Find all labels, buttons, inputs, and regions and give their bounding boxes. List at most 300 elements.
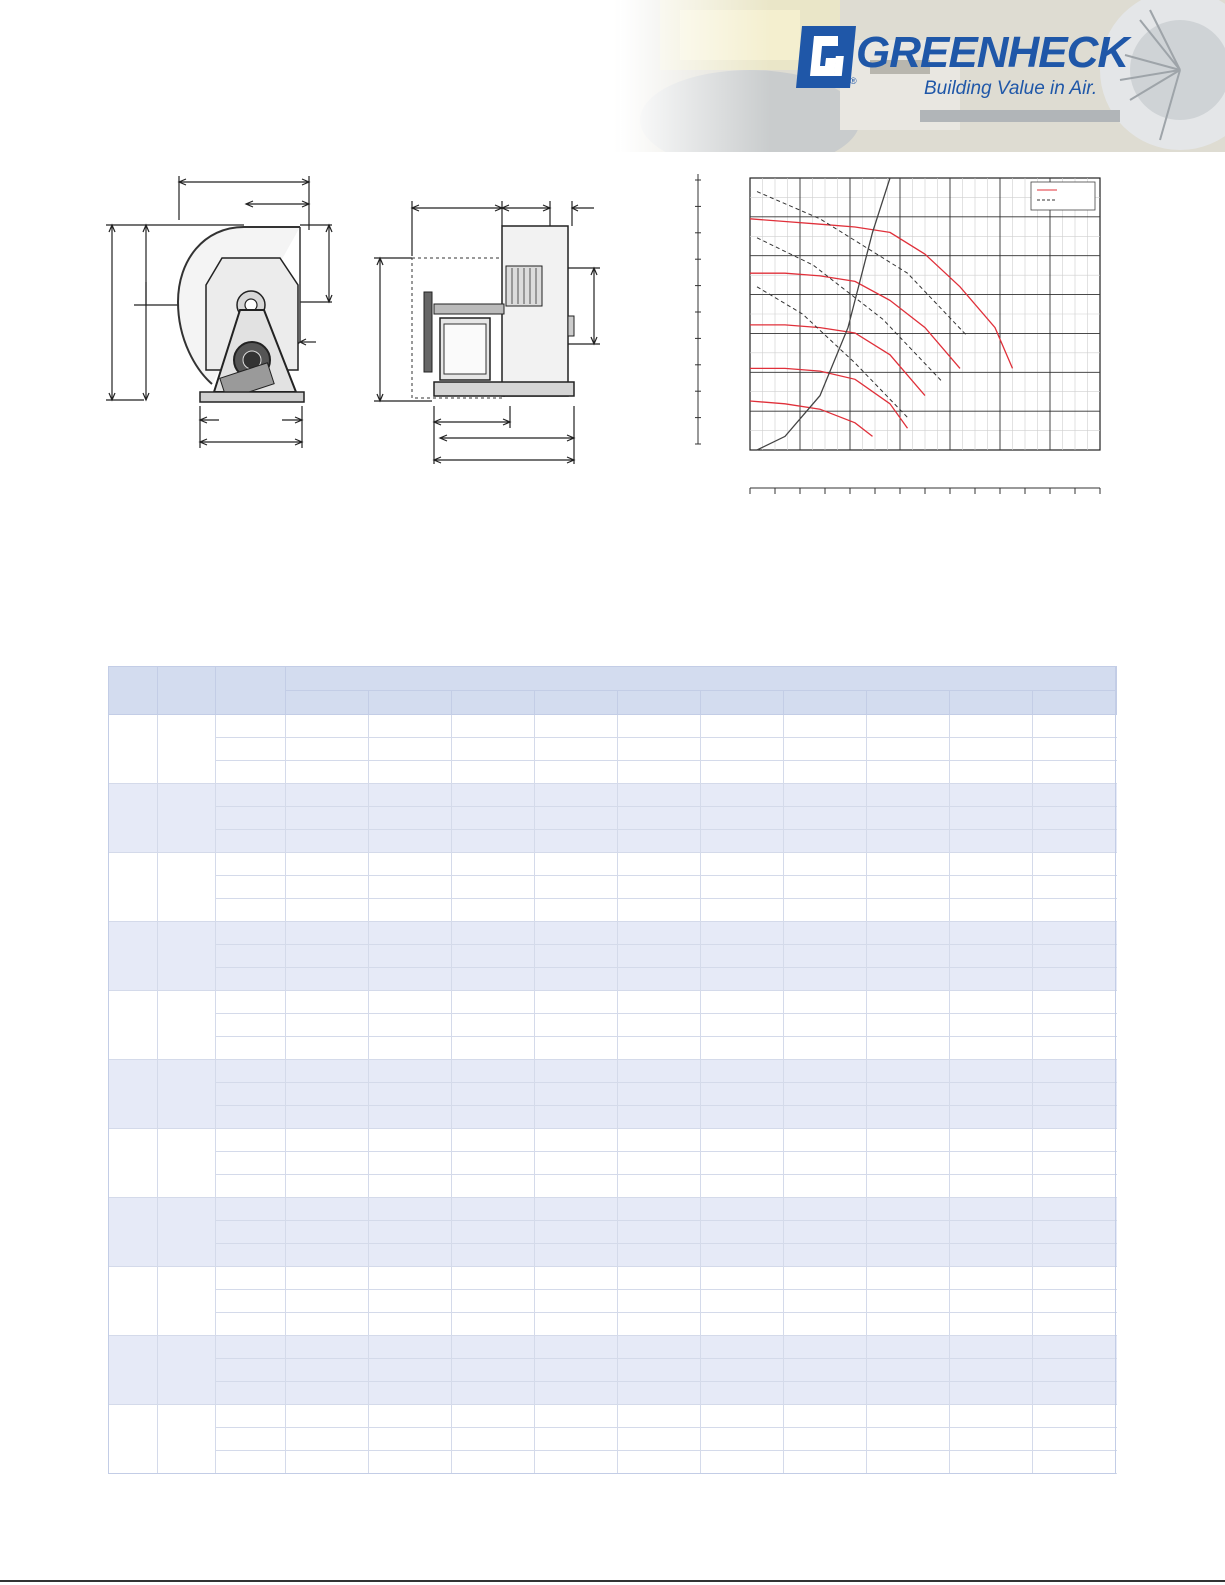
table-cell [784, 1106, 867, 1129]
table-row [109, 1198, 1117, 1221]
table-cell [216, 1083, 286, 1106]
table-cell [286, 1198, 369, 1221]
table-cell [216, 1014, 286, 1037]
table-cell [286, 922, 369, 945]
table-cell [784, 1267, 867, 1290]
table-cell [950, 1175, 1033, 1198]
table-cell [867, 830, 950, 853]
table-cell [784, 1221, 867, 1244]
table-cell [369, 1451, 452, 1474]
table-cell [867, 807, 950, 830]
table-cell [618, 922, 701, 945]
table-cell [535, 738, 618, 761]
table-cell [452, 1083, 535, 1106]
table-cell [1033, 1428, 1117, 1451]
group-cell [158, 1336, 216, 1405]
table-cell [1033, 1221, 1117, 1244]
brand-tagline: Building Value in Air. [924, 78, 1098, 99]
table-cell [286, 830, 369, 853]
table-cell [867, 1428, 950, 1451]
group-cell [158, 1405, 216, 1474]
table-cell [286, 807, 369, 830]
table-cell [1033, 1244, 1117, 1267]
table-cell [701, 1060, 784, 1083]
table-cell [369, 1382, 452, 1405]
table-cell [618, 876, 701, 899]
table-cell [216, 830, 286, 853]
table-cell [784, 1428, 867, 1451]
table-row [109, 922, 1117, 945]
table-cell [369, 1221, 452, 1244]
table-cell [1033, 1198, 1117, 1221]
table-row [109, 1313, 1117, 1336]
table-cell [1033, 1405, 1117, 1428]
table-cell [784, 715, 867, 738]
table-cell [216, 1267, 286, 1290]
table-body [109, 715, 1117, 1474]
table-cell [286, 784, 369, 807]
table-cell [369, 1198, 452, 1221]
table-cell [369, 1405, 452, 1428]
table-row [109, 899, 1117, 922]
table-cell [867, 876, 950, 899]
table-cell [369, 1267, 452, 1290]
table-cell [216, 1106, 286, 1129]
table-cell [452, 761, 535, 784]
table-cell [618, 1313, 701, 1336]
table-cell [701, 715, 784, 738]
table-cell [286, 1451, 369, 1474]
table-cell [369, 1037, 452, 1060]
footer-rule [0, 1580, 1225, 1582]
table-cell [950, 1359, 1033, 1382]
table-cell [452, 1267, 535, 1290]
table-cell [701, 945, 784, 968]
table-cell [452, 784, 535, 807]
brand-name: GREENHECK [856, 28, 1129, 77]
column-header [784, 691, 867, 715]
table-row [109, 876, 1117, 899]
table-cell [1033, 784, 1117, 807]
table-cell [618, 1451, 701, 1474]
table-cell [784, 738, 867, 761]
group-cell [109, 784, 158, 853]
table-row [109, 1382, 1117, 1405]
table-cell [950, 1106, 1033, 1129]
table-row [109, 1290, 1117, 1313]
table-cell [369, 853, 452, 876]
group-cell [109, 1198, 158, 1267]
table-cell [784, 1060, 867, 1083]
table-cell [1033, 1359, 1117, 1382]
table-cell [784, 1152, 867, 1175]
table-cell [618, 1060, 701, 1083]
group-cell [109, 715, 158, 784]
table-row [109, 1221, 1117, 1244]
table-cell [369, 1083, 452, 1106]
table-cell [784, 1313, 867, 1336]
table-cell [216, 876, 286, 899]
table-cell [950, 1152, 1033, 1175]
table-cell [1033, 761, 1117, 784]
table-cell [867, 1290, 950, 1313]
table-cell [950, 876, 1033, 899]
table-cell [867, 945, 950, 968]
table-cell [784, 1175, 867, 1198]
table-cell [784, 1382, 867, 1405]
table-cell [950, 1244, 1033, 1267]
table-cell [701, 1037, 784, 1060]
table-row [109, 1083, 1117, 1106]
table-cell [286, 1267, 369, 1290]
table-cell [784, 1405, 867, 1428]
table-cell [216, 1313, 286, 1336]
table-cell [369, 876, 452, 899]
table-cell [1033, 830, 1117, 853]
table-cell [535, 853, 618, 876]
table-cell [784, 1290, 867, 1313]
group-cell [158, 922, 216, 991]
table-cell [618, 991, 701, 1014]
table-cell [452, 1221, 535, 1244]
table-cell [701, 1175, 784, 1198]
table-cell [950, 1313, 1033, 1336]
table-cell [867, 1336, 950, 1359]
table-cell [618, 807, 701, 830]
table-cell [618, 1290, 701, 1313]
table-cell [867, 991, 950, 1014]
group-cell [109, 1267, 158, 1336]
table-cell [286, 945, 369, 968]
table-cell [535, 807, 618, 830]
table-cell [1033, 807, 1117, 830]
table-cell [535, 761, 618, 784]
table-cell [701, 1014, 784, 1037]
table-cell [286, 853, 369, 876]
table-cell [784, 876, 867, 899]
table-cell [701, 1244, 784, 1267]
table-cell [701, 1336, 784, 1359]
table-cell [950, 784, 1033, 807]
table-cell [216, 853, 286, 876]
table-cell [784, 922, 867, 945]
group-cell [158, 784, 216, 853]
table-row [109, 784, 1117, 807]
front-view-drawing [104, 170, 334, 455]
table-cell [452, 853, 535, 876]
table-cell [701, 1198, 784, 1221]
table-cell [535, 830, 618, 853]
table-row [109, 968, 1117, 991]
table-cell [369, 1106, 452, 1129]
table-cell [452, 1244, 535, 1267]
table-row [109, 807, 1117, 830]
table-cell [216, 715, 286, 738]
table-cell [369, 830, 452, 853]
group-cell [158, 1198, 216, 1267]
table-cell [701, 1129, 784, 1152]
table-cell [784, 853, 867, 876]
table-cell [867, 1198, 950, 1221]
table-row [109, 1014, 1117, 1037]
table-cell [1033, 991, 1117, 1014]
table-row [109, 715, 1117, 738]
table-cell [950, 853, 1033, 876]
table-cell [452, 1175, 535, 1198]
table-cell [784, 1083, 867, 1106]
table-cell [216, 1428, 286, 1451]
table-cell [535, 1451, 618, 1474]
table-cell [950, 807, 1033, 830]
table-cell [618, 1244, 701, 1267]
table-cell [618, 968, 701, 991]
table-cell [535, 1083, 618, 1106]
table-cell [452, 738, 535, 761]
table-cell [452, 807, 535, 830]
table-cell [701, 1106, 784, 1129]
table-cell [369, 1313, 452, 1336]
table-cell [1033, 1175, 1117, 1198]
table-cell [535, 1336, 618, 1359]
table-cell [701, 899, 784, 922]
table-cell [452, 830, 535, 853]
table-cell [452, 1106, 535, 1129]
table-cell [950, 1083, 1033, 1106]
table-cell [286, 1175, 369, 1198]
table-cell [535, 968, 618, 991]
table-cell [286, 1405, 369, 1428]
table-row [109, 991, 1117, 1014]
table-cell [216, 738, 286, 761]
table-cell [618, 1083, 701, 1106]
table-cell [452, 968, 535, 991]
table-cell [535, 1014, 618, 1037]
table-cell [535, 1175, 618, 1198]
table-cell [1033, 1129, 1117, 1152]
table-cell [452, 945, 535, 968]
table-row [109, 1451, 1117, 1474]
table-cell [701, 1267, 784, 1290]
table-cell [701, 922, 784, 945]
table-cell [286, 1244, 369, 1267]
table-cell [535, 1313, 618, 1336]
table-cell [867, 1382, 950, 1405]
table-cell [701, 807, 784, 830]
column-header [618, 691, 701, 715]
table-cell [452, 899, 535, 922]
table-cell [535, 991, 618, 1014]
table-cell [535, 922, 618, 945]
table-cell [286, 1152, 369, 1175]
table-cell [950, 761, 1033, 784]
table-cell [535, 945, 618, 968]
table-row [109, 1060, 1117, 1083]
table-cell [369, 1336, 452, 1359]
table-cell [950, 1428, 1033, 1451]
table-cell [950, 1198, 1033, 1221]
table-cell [618, 1267, 701, 1290]
table-cell [950, 1129, 1033, 1152]
group-cell [158, 1267, 216, 1336]
table-cell [1033, 1106, 1117, 1129]
table-cell [618, 1175, 701, 1198]
table-cell [369, 945, 452, 968]
table-cell [216, 1290, 286, 1313]
table-cell [867, 1014, 950, 1037]
group-cell [109, 1060, 158, 1129]
table-cell [369, 784, 452, 807]
table-cell [950, 1014, 1033, 1037]
group-cell [158, 1060, 216, 1129]
table-cell [535, 1244, 618, 1267]
table-cell [701, 830, 784, 853]
table-cell [618, 1359, 701, 1382]
table-cell [535, 784, 618, 807]
table-cell [784, 1129, 867, 1152]
table-cell [452, 991, 535, 1014]
table-cell [867, 899, 950, 922]
table-cell [701, 991, 784, 1014]
table-cell [452, 1198, 535, 1221]
chart-svg [695, 172, 1115, 502]
table-cell [701, 1083, 784, 1106]
header-cell [216, 667, 286, 715]
table-cell [216, 784, 286, 807]
table-cell [618, 1129, 701, 1152]
table-cell [867, 1129, 950, 1152]
group-cell [158, 853, 216, 922]
table-cell [950, 922, 1033, 945]
table-cell [867, 1037, 950, 1060]
table-cell [701, 1221, 784, 1244]
table-cell [618, 1405, 701, 1428]
table-cell [867, 715, 950, 738]
table-cell [216, 1244, 286, 1267]
table-cell [867, 1221, 950, 1244]
table-cell [1033, 922, 1117, 945]
table-row [109, 853, 1117, 876]
column-header [369, 691, 452, 715]
table-cell [286, 876, 369, 899]
table-cell [867, 1313, 950, 1336]
table-cell [369, 899, 452, 922]
table-cell [784, 1451, 867, 1474]
table-cell [950, 968, 1033, 991]
table-cell [452, 1060, 535, 1083]
legend-box [1031, 182, 1095, 210]
table-cell [216, 1221, 286, 1244]
table-cell [618, 1014, 701, 1037]
group-cell [109, 922, 158, 991]
greenheck-mark-icon [796, 26, 856, 88]
group-cell [158, 1129, 216, 1198]
table-cell [452, 1405, 535, 1428]
registered-mark: ® [850, 76, 857, 86]
table-cell [701, 1290, 784, 1313]
table-cell [867, 1244, 950, 1267]
table-row [109, 1428, 1117, 1451]
table-row [109, 1106, 1117, 1129]
table-cell [535, 1382, 618, 1405]
table-cell [950, 830, 1033, 853]
table-cell [286, 761, 369, 784]
table-cell [950, 1451, 1033, 1474]
table-cell [618, 738, 701, 761]
table-cell [286, 899, 369, 922]
table-row [109, 761, 1117, 784]
table-cell [784, 945, 867, 968]
table-cell [369, 1175, 452, 1198]
table-cell [950, 1336, 1033, 1359]
group-cell [158, 715, 216, 784]
table-cell [216, 1129, 286, 1152]
table-cell [1033, 853, 1117, 876]
table-cell [369, 715, 452, 738]
table-cell [618, 761, 701, 784]
table-cell [867, 1106, 950, 1129]
table-cell [1033, 1313, 1117, 1336]
table-cell [784, 991, 867, 1014]
table-cell [1033, 1290, 1117, 1313]
table-cell [535, 1152, 618, 1175]
table-cell [1033, 1267, 1117, 1290]
table-cell [950, 1221, 1033, 1244]
table-cell [867, 1451, 950, 1474]
table-cell [950, 1290, 1033, 1313]
header-cell [109, 667, 158, 715]
table-cell [369, 1129, 452, 1152]
table-cell [535, 1290, 618, 1313]
table-header-row-1 [109, 667, 1117, 691]
table-cell [369, 968, 452, 991]
table-cell [369, 1244, 452, 1267]
table-cell [286, 1221, 369, 1244]
table-cell [216, 1060, 286, 1083]
table-cell [1033, 715, 1117, 738]
header-cell [158, 667, 216, 715]
table-row [109, 1405, 1117, 1428]
table-cell [535, 1129, 618, 1152]
table-cell [701, 1428, 784, 1451]
table-cell [216, 968, 286, 991]
table-cell [1033, 1336, 1117, 1359]
table-cell [286, 1359, 369, 1382]
table-cell [216, 761, 286, 784]
table-cell [216, 899, 286, 922]
table-cell [867, 784, 950, 807]
table-cell [286, 1014, 369, 1037]
table-cell [452, 1129, 535, 1152]
table-cell [452, 876, 535, 899]
table-cell [867, 922, 950, 945]
table-cell [216, 922, 286, 945]
table-cell [216, 1175, 286, 1198]
table-cell [950, 1382, 1033, 1405]
table-cell [867, 1060, 950, 1083]
table-cell [1033, 1014, 1117, 1037]
table-cell [784, 899, 867, 922]
table-cell [452, 1382, 535, 1405]
table-cell [216, 1198, 286, 1221]
table-cell [618, 1037, 701, 1060]
table-row [109, 1336, 1117, 1359]
table-cell [1033, 899, 1117, 922]
column-header [1033, 691, 1117, 715]
table-cell [369, 738, 452, 761]
table-cell [784, 968, 867, 991]
header-banner [0, 0, 1225, 152]
table-row [109, 830, 1117, 853]
